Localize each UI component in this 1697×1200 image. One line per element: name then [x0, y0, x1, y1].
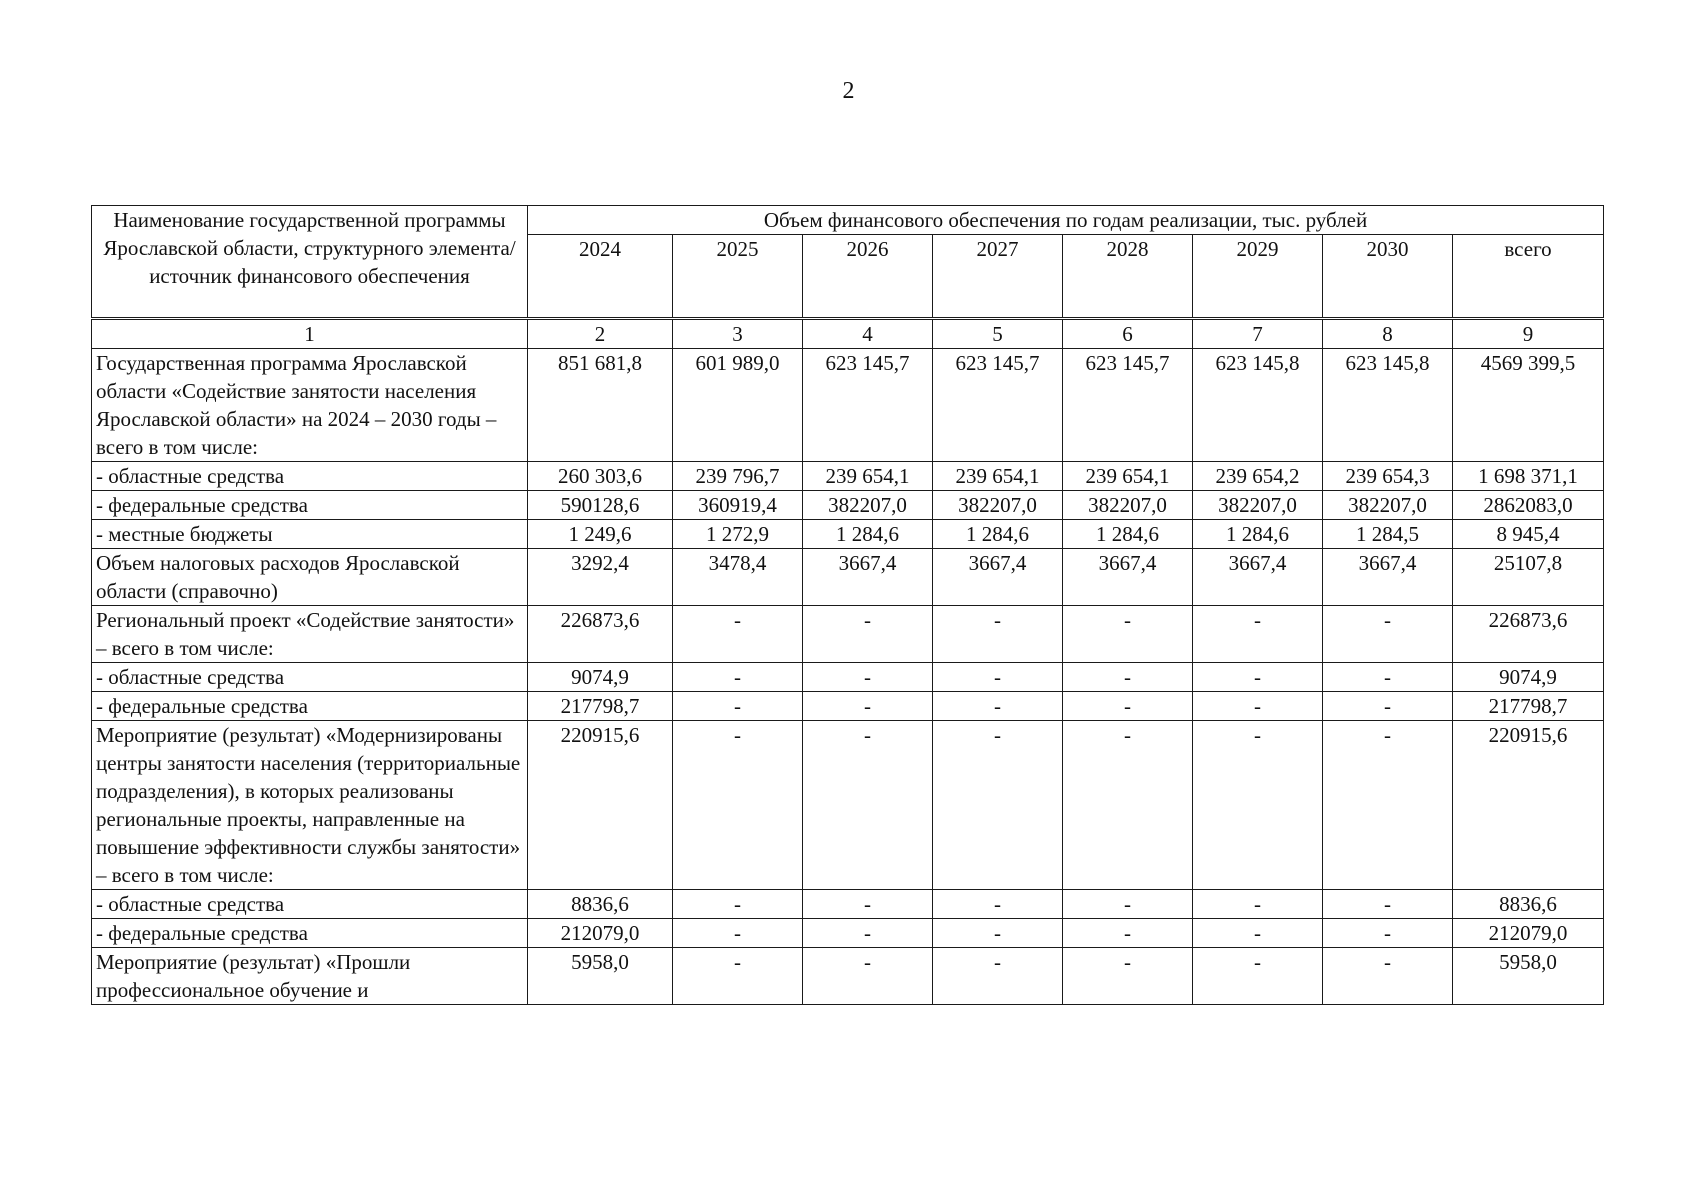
value-cell: 590128,6 — [528, 491, 673, 520]
value-cell: 382207,0 — [803, 491, 933, 520]
value-cell: - — [933, 721, 1063, 890]
value-cell: - — [673, 890, 803, 919]
value-cell: 601 989,0 — [673, 349, 803, 462]
table-row — [92, 349, 1604, 462]
header-year-cell: 2026 — [803, 235, 933, 319]
value-cell: 239 654,1 — [1063, 462, 1193, 491]
value-cell: - — [1193, 663, 1323, 692]
value-cell: 1 698 371,1 — [1453, 462, 1604, 491]
value-cell: 239 654,1 — [933, 462, 1063, 491]
value-cell: 220915,6 — [1453, 721, 1604, 890]
value-cell: - — [1323, 890, 1453, 919]
header-year-cell: 2024 — [528, 235, 673, 319]
column-index-cell: 1 — [92, 319, 528, 349]
value-cell: - — [1063, 663, 1193, 692]
row-name-cell: - областные средства — [92, 663, 528, 692]
value-cell: - — [803, 692, 933, 721]
value-cell: 239 796,7 — [673, 462, 803, 491]
value-cell: - — [933, 663, 1063, 692]
value-cell: 623 145,8 — [1193, 349, 1323, 462]
column-index-cell: 7 — [1193, 319, 1323, 349]
row-name-cell: - федеральные средства — [92, 692, 528, 721]
value-cell: 226873,6 — [1453, 606, 1604, 663]
value-cell: - — [803, 663, 933, 692]
value-cell: 3667,4 — [803, 549, 933, 606]
header-year-cell: всего — [1453, 235, 1604, 319]
value-cell: 1 284,6 — [1193, 520, 1323, 549]
value-cell: - — [1063, 721, 1193, 890]
value-cell: 5958,0 — [528, 948, 673, 1005]
value-cell: 239 654,2 — [1193, 462, 1323, 491]
value-cell: 260 303,6 — [528, 462, 673, 491]
value-cell: - — [1193, 948, 1323, 1005]
value-cell: 3478,4 — [673, 549, 803, 606]
value-cell: 239 654,3 — [1323, 462, 1453, 491]
header-year-cell: 2030 — [1323, 235, 1453, 319]
column-index-cell: 4 — [803, 319, 933, 349]
value-cell: - — [803, 919, 933, 948]
value-cell: 851 681,8 — [528, 349, 673, 462]
value-cell: 623 145,7 — [1063, 349, 1193, 462]
header-year-cell: 2028 — [1063, 235, 1193, 319]
value-cell: 8836,6 — [1453, 890, 1604, 919]
value-cell: - — [673, 948, 803, 1005]
value-cell: - — [933, 890, 1063, 919]
value-cell: - — [1323, 606, 1453, 663]
value-cell: - — [803, 606, 933, 663]
table-row — [92, 606, 1604, 663]
row-name-cell: Мероприятие (результат) «Прошли профессиональное обучение и — [92, 948, 528, 1005]
table-row — [92, 948, 1604, 1005]
value-cell: - — [1193, 919, 1323, 948]
value-cell: 3292,4 — [528, 549, 673, 606]
column-index-cell: 2 — [528, 319, 673, 349]
row-name-cell: - местные бюджеты — [92, 520, 528, 549]
value-cell: 3667,4 — [933, 549, 1063, 606]
column-index-row — [92, 319, 1604, 349]
value-cell: - — [1323, 663, 1453, 692]
column-index-cell: 3 — [673, 319, 803, 349]
financing-table — [91, 205, 1604, 1005]
value-cell: 1 272,9 — [673, 520, 803, 549]
value-cell: - — [673, 919, 803, 948]
value-cell: - — [933, 692, 1063, 721]
value-cell: 226873,6 — [528, 606, 673, 663]
value-cell: 1 284,6 — [803, 520, 933, 549]
value-cell: - — [1063, 606, 1193, 663]
value-cell: - — [1063, 919, 1193, 948]
value-cell: - — [933, 919, 1063, 948]
value-cell: 1 284,6 — [1063, 520, 1193, 549]
value-cell: 360919,4 — [673, 491, 803, 520]
value-cell: - — [1193, 721, 1323, 890]
value-cell: - — [1323, 692, 1453, 721]
value-cell: - — [1063, 890, 1193, 919]
value-cell: 4569 399,5 — [1453, 349, 1604, 462]
value-cell: 217798,7 — [528, 692, 673, 721]
header-year-cell: 2029 — [1193, 235, 1323, 319]
value-cell: 1 284,5 — [1323, 520, 1453, 549]
value-cell: - — [1323, 919, 1453, 948]
table-row — [92, 692, 1604, 721]
value-cell: 3667,4 — [1323, 549, 1453, 606]
value-cell: 9074,9 — [528, 663, 673, 692]
table-row — [92, 520, 1604, 549]
row-name-cell: Объем налоговых расходов Ярославской области (справочно) — [92, 549, 528, 606]
value-cell: - — [1193, 890, 1323, 919]
header-financing-group: Объем финансового обеспечения по годам реализации, тыс. рублей — [528, 206, 1604, 235]
value-cell: 623 145,8 — [1323, 349, 1453, 462]
column-index-cell: 9 — [1453, 319, 1604, 349]
table-body — [92, 319, 1604, 1005]
value-cell: - — [1063, 692, 1193, 721]
table-row — [92, 919, 1604, 948]
table-row — [92, 721, 1604, 890]
value-cell: 2862083,0 — [1453, 491, 1604, 520]
page-number: 2 — [842, 78, 855, 104]
value-cell: 382207,0 — [933, 491, 1063, 520]
value-cell: - — [673, 692, 803, 721]
row-name-cell: Региональный проект «Содействие занятости» – всего в том числе: — [92, 606, 528, 663]
value-cell: - — [673, 663, 803, 692]
value-cell: 623 145,7 — [803, 349, 933, 462]
row-name-cell: - федеральные средства — [92, 919, 528, 948]
value-cell: 220915,6 — [528, 721, 673, 890]
value-cell: - — [1193, 606, 1323, 663]
value-cell: 239 654,1 — [803, 462, 933, 491]
value-cell: 1 249,6 — [528, 520, 673, 549]
value-cell: 623 145,7 — [933, 349, 1063, 462]
value-cell: 25107,8 — [1453, 549, 1604, 606]
value-cell: 217798,7 — [1453, 692, 1604, 721]
header-name-column: Наименование государственной программы Ярославской области, структурного элемента/ источник финансового обеспечения — [92, 206, 528, 319]
table-row — [92, 549, 1604, 606]
value-cell: 8836,6 — [528, 890, 673, 919]
row-name-cell: - федеральные средства — [92, 491, 528, 520]
column-index-cell: 6 — [1063, 319, 1193, 349]
table-row — [92, 663, 1604, 692]
value-cell: - — [933, 606, 1063, 663]
value-cell: 3667,4 — [1063, 549, 1193, 606]
table-row — [92, 491, 1604, 520]
value-cell: 3667,4 — [1193, 549, 1323, 606]
value-cell: 212079,0 — [1453, 919, 1604, 948]
value-cell: - — [933, 948, 1063, 1005]
value-cell: - — [673, 721, 803, 890]
table-row — [92, 890, 1604, 919]
value-cell: 382207,0 — [1063, 491, 1193, 520]
value-cell: - — [803, 721, 933, 890]
value-cell: 9074,9 — [1453, 663, 1604, 692]
value-cell: 382207,0 — [1323, 491, 1453, 520]
row-name-cell: - областные средства — [92, 462, 528, 491]
value-cell: - — [1323, 721, 1453, 890]
value-cell: - — [1323, 948, 1453, 1005]
header-year-cell: 2027 — [933, 235, 1063, 319]
row-name-cell: Мероприятие (результат) «Модернизированы центры занятости населения (территориальные подразделения), в которых реализованы региональные проекты, направленные на повышение эффективности службы занятости» – всего в том числе: — [92, 721, 528, 890]
row-name-cell: Государственная программа Ярославской области «Содействие занятости населения Ярославской области» на 2024 – 2030 годы – всего в том числе: — [92, 349, 528, 462]
value-cell: - — [673, 606, 803, 663]
value-cell: - — [1193, 692, 1323, 721]
value-cell: - — [803, 948, 933, 1005]
value-cell: 1 284,6 — [933, 520, 1063, 549]
row-name-cell: - областные средства — [92, 890, 528, 919]
table-row — [92, 462, 1604, 491]
column-index-cell: 8 — [1323, 319, 1453, 349]
value-cell: - — [1063, 948, 1193, 1005]
value-cell: 212079,0 — [528, 919, 673, 948]
header-year-cell: 2025 — [673, 235, 803, 319]
value-cell: 8 945,4 — [1453, 520, 1604, 549]
column-index-cell: 5 — [933, 319, 1063, 349]
value-cell: - — [803, 890, 933, 919]
value-cell: 382207,0 — [1193, 491, 1323, 520]
value-cell: 5958,0 — [1453, 948, 1604, 1005]
